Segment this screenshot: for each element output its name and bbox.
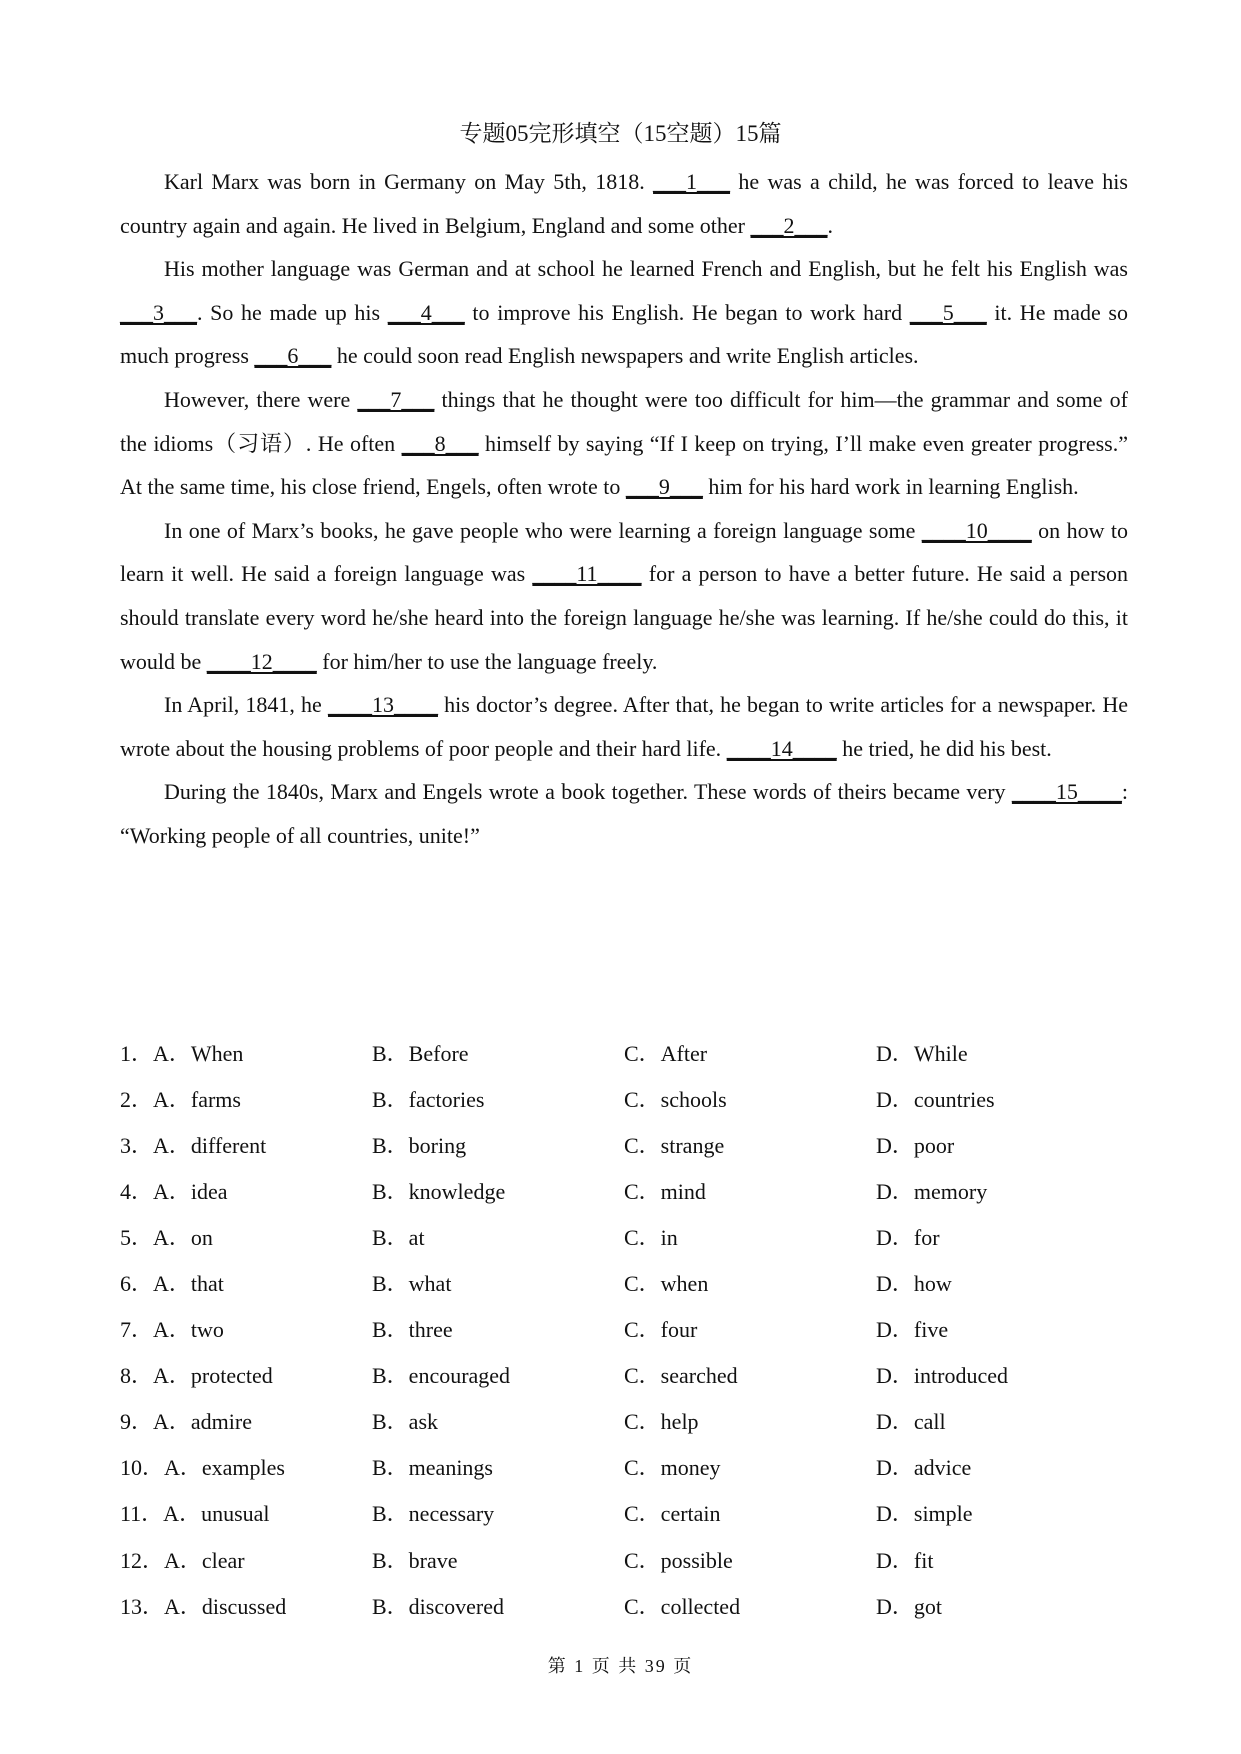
- blank-7: ___7___: [357, 386, 435, 412]
- blank-8: ___8___: [401, 430, 479, 456]
- text: it. He made so much progress: [120, 299, 1128, 369]
- blank-13: ____13____: [327, 692, 438, 718]
- option-d: D．memory: [876, 1178, 988, 1204]
- question-row: [120, 1306, 1128, 1352]
- paragraph-3: [120, 378, 1128, 509]
- option-c: C．mind: [624, 1178, 706, 1204]
- text: . So he made up his: [197, 299, 388, 325]
- text: on how to learn it well. He said a foreign language was: [120, 517, 1129, 587]
- blank-4: ___4___: [387, 299, 465, 325]
- question-row: [120, 1398, 1128, 1444]
- text: .: [827, 212, 834, 238]
- option-a: 11．A．unusual: [120, 1501, 270, 1527]
- paragraph-5: [120, 683, 1128, 770]
- option-a: 7．A．two: [120, 1317, 224, 1343]
- option-c: C．certain: [624, 1501, 721, 1527]
- option-b: B．boring: [372, 1132, 467, 1158]
- option-a: 3．A．different: [120, 1132, 267, 1158]
- blank-1: ___1___: [653, 169, 731, 194]
- blank-2: ___2___: [750, 212, 828, 238]
- option-a: 2．A．farms: [120, 1086, 241, 1112]
- option-c: C．strange: [624, 1132, 725, 1158]
- option-d: D．advice: [876, 1455, 972, 1481]
- question-row: [120, 1259, 1128, 1305]
- option-a: 10．A．examples: [120, 1455, 285, 1481]
- paragraph-2: [120, 247, 1128, 378]
- option-a: 12．A．clear: [120, 1547, 245, 1573]
- question-row: [120, 1582, 1128, 1628]
- text: himself by saying “If I keep on trying, I’ll make even greater progress.” At the same time, his close friend, Engels, often wrote to: [120, 430, 1128, 500]
- question-row: [120, 1167, 1128, 1213]
- option-c: C．collected: [624, 1593, 741, 1619]
- option-d: D．While: [876, 1040, 968, 1066]
- question-row: [120, 1352, 1128, 1398]
- option-b: B．encouraged: [372, 1363, 511, 1389]
- option-c: C．searched: [624, 1363, 738, 1389]
- question-row: [120, 1444, 1128, 1490]
- option-b: B．three: [372, 1317, 453, 1343]
- option-a: 6．A．that: [120, 1271, 224, 1297]
- answer-options: [120, 1029, 1128, 1628]
- option-a: 1．A．When: [120, 1040, 244, 1066]
- text: he was a child, he was forced to leave his country again and again. He lived in Belgium, England and some other: [120, 169, 1128, 238]
- option-c: C．four: [624, 1317, 698, 1343]
- question-row: [120, 1075, 1128, 1121]
- blank-10: ____10____: [921, 517, 1032, 543]
- question-row: [120, 1490, 1128, 1536]
- text: things that he thought were too difficult for him—the grammar and some of the idioms（习语）. He often: [120, 386, 1128, 456]
- option-a: 5．A．on: [120, 1224, 213, 1250]
- page-footer: 第 1 页 共 39 页: [547, 1656, 694, 1676]
- passage: [120, 160, 1128, 858]
- option-a: 13．A．discussed: [120, 1593, 287, 1619]
- blank-11: ____11____: [532, 561, 642, 587]
- option-a: 8．A．protected: [120, 1363, 273, 1389]
- option-b: B．necessary: [372, 1501, 495, 1527]
- blank-9: ___9___: [625, 474, 703, 500]
- option-b: B．meanings: [372, 1455, 493, 1481]
- option-b: B．knowledge: [372, 1178, 506, 1204]
- text: he tried, he did his best.: [836, 735, 1052, 761]
- text: However, there were: [164, 386, 358, 412]
- text: to improve his English. He began to work hard: [464, 299, 910, 325]
- option-c: C．money: [624, 1455, 721, 1481]
- option-b: B．what: [372, 1271, 452, 1297]
- paragraph-6: [120, 770, 1128, 857]
- text: for a person to have a better future. He said a person should translate every word he/she heard into the foreign language he/she was learning. If he/she could do this, it would be: [120, 561, 1129, 674]
- text: During the 1840s, Marx and Engels wrote a book together. These words of theirs became very: [164, 779, 1012, 805]
- option-d: D．fit: [876, 1547, 934, 1573]
- option-d: D．introduced: [876, 1363, 1008, 1389]
- blank-3: ___3___: [120, 299, 197, 325]
- option-c: C．help: [624, 1409, 699, 1435]
- option-a: 9．A．admire: [120, 1409, 252, 1435]
- option-b: B．ask: [372, 1409, 439, 1435]
- question-row: [120, 1536, 1128, 1582]
- text: he could soon read English newspapers and write English articles.: [331, 343, 919, 369]
- option-d: D．got: [876, 1593, 943, 1619]
- blank-14: ____14____: [726, 735, 837, 761]
- paragraph-4: [120, 509, 1128, 683]
- question-row: [120, 1029, 1128, 1075]
- option-d: D．how: [876, 1271, 952, 1297]
- paragraph-1: [120, 160, 1128, 247]
- option-b: B．factories: [372, 1086, 485, 1112]
- option-d: D．call: [876, 1409, 946, 1435]
- blank-15: ____15____: [1011, 779, 1122, 805]
- text: Karl Marx was born in Germany on May 5th, 1818.: [164, 169, 654, 194]
- blank-12: ____12____: [206, 648, 317, 674]
- option-b: B．at: [372, 1224, 425, 1250]
- option-d: D．five: [876, 1317, 949, 1343]
- page-title: 专题05完形填空（15空题）15篇: [459, 121, 782, 146]
- text: for him/her to use the language freely.: [316, 648, 658, 674]
- question-row: [120, 1121, 1128, 1167]
- option-c: C．After: [624, 1040, 708, 1066]
- option-c: C．when: [624, 1271, 709, 1297]
- option-a: 4．A．idea: [120, 1178, 228, 1204]
- option-b: B．Before: [372, 1040, 469, 1066]
- option-b: B．brave: [372, 1547, 458, 1573]
- option-b: B．discovered: [372, 1593, 504, 1619]
- option-d: D．simple: [876, 1501, 973, 1527]
- blank-6: ___6___: [254, 343, 332, 369]
- option-d: D．for: [876, 1224, 940, 1250]
- text: In one of Marx’s books, he gave people who were learning a foreign language some: [164, 517, 922, 543]
- option-c: C．in: [624, 1224, 678, 1250]
- question-row: [120, 1213, 1128, 1259]
- option-d: D．poor: [876, 1132, 955, 1158]
- option-d: D．countries: [876, 1086, 995, 1112]
- option-c: C．possible: [624, 1547, 733, 1573]
- option-c: C．schools: [624, 1086, 727, 1112]
- text: His mother language was German and at school he learned French and English, but he felt his English was: [164, 256, 1128, 282]
- text: : “Working people of all countries, unite!”: [120, 779, 1128, 848]
- blank-5: ___5___: [909, 299, 987, 325]
- text: In April, 1841, he: [164, 692, 328, 718]
- text: his doctor’s degree. After that, he began to write articles for a newspaper. He wrote about the housing problems of poor people and their hard life.: [120, 692, 1128, 761]
- text: him for his hard work in learning English.: [702, 474, 1079, 500]
